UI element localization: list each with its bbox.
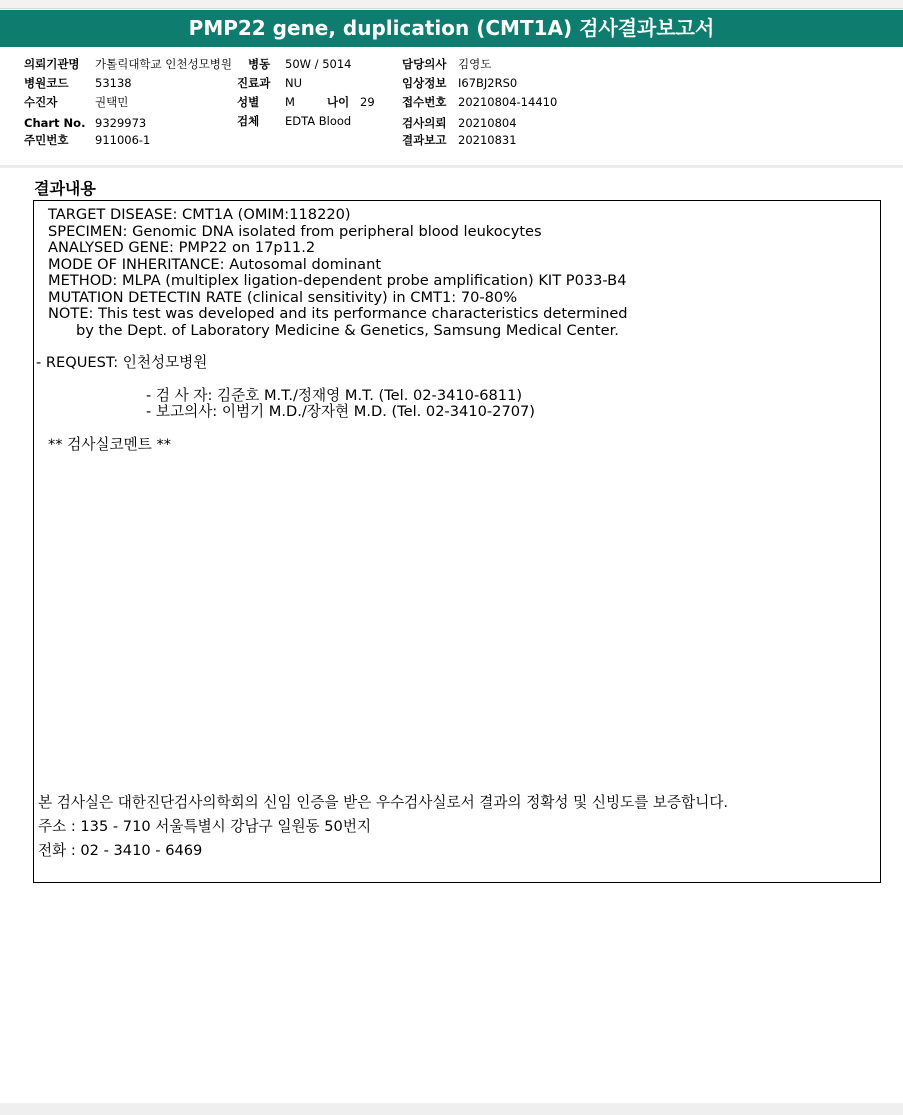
results-section-title: 결과내용 (34, 179, 96, 198)
sex-label: 성별 (237, 95, 260, 109)
ward-label: 병동 (248, 57, 271, 71)
ward-value: 50W / 5014 (285, 57, 352, 71)
result-line: METHOD: MLPA (multiplex ligation-dependent probe amplification) KIT P033-B4 (48, 272, 627, 289)
result-line: by the Dept. of Laboratory Medicine & Genetics, Samsung Medical Center. (76, 321, 619, 339)
institution-label: 의뢰기관명 (24, 57, 80, 71)
result-line: TARGET DISEASE: CMT1A (OMIM:118220) (48, 206, 351, 223)
examinee-label: 수진자 (24, 95, 58, 109)
doctor-value: 김영도 (458, 57, 492, 71)
resident-no-label: 주민번호 (24, 133, 69, 147)
receipt-no-value: 20210804-14410 (458, 95, 558, 109)
lab-comment-heading: ** 검사실코멘트 ** (48, 436, 172, 453)
specimen-value: EDTA Blood (285, 114, 352, 128)
chart-no-label: Chart No. (24, 116, 86, 130)
bottom-border (0, 1103, 903, 1115)
results-box (33, 200, 881, 883)
specimen-label: 검체 (237, 114, 260, 128)
request-date-label: 검사의뢰 (402, 116, 447, 130)
report-title: PMP22 gene, duplication (CMT1A) 검사결과보고서 (0, 10, 903, 47)
age-label: 나이 (327, 95, 350, 109)
phone-text: 전화 : 02 - 3410 - 6469 (38, 842, 203, 859)
patient-info-panel (0, 52, 903, 160)
hospital-code-label: 병원코드 (24, 76, 69, 90)
address-text: 주소 : 135 - 710 서울특별시 강남구 일원동 50번지 (38, 818, 372, 835)
certification-text: 본 검사실은 대한진단검사의학회의 신임 인증을 받은 우수검사실로서 결과의 정확성 및 신빙도를 보증합니다. (38, 794, 729, 811)
top-border (0, 0, 903, 9)
chart-no-value: 9329973 (95, 116, 147, 130)
clinical-info-value: I67BJ2RS0 (458, 76, 518, 90)
hospital-code-value: 53138 (95, 76, 132, 90)
request-line: - REQUEST: 인천성모병원 (36, 354, 208, 371)
clinical-info-label: 임상정보 (402, 76, 447, 90)
result-line: SPECIMEN: Genomic DNA isolated from peripheral blood leukocytes (48, 222, 542, 240)
sex-value: M (285, 95, 295, 109)
result-line: NOTE: This test was developed and its performance characteristics determined (48, 305, 628, 322)
request-date-value: 20210804 (458, 116, 517, 130)
doctor-label: 담당의사 (402, 57, 447, 71)
report-date-value: 20210831 (458, 133, 517, 147)
age-value: 29 (360, 95, 375, 109)
section-divider (0, 165, 903, 168)
resident-no-value: 911006-1 (95, 133, 151, 147)
reporter-line: - 보고의사: 이범기 M.D./장자현 M.D. (Tel. 02-3410-2707) (146, 403, 535, 420)
department-value: NU (285, 76, 303, 90)
result-line: MUTATION DETECTIN RATE (clinical sensitivity) in CMT1: 70-80% (48, 288, 518, 306)
receipt-no-label: 접수번호 (402, 95, 447, 109)
examiner-line: - 검 사 자: 김준호 M.T./정재영 M.T. (Tel. 02-3410-6811) (146, 387, 523, 404)
report-date-label: 결과보고 (402, 133, 447, 147)
department-label: 진료과 (237, 76, 271, 90)
examinee-value: 권택민 (95, 95, 129, 109)
result-line: MODE OF INHERITANCE: Autosomal dominant (48, 255, 382, 273)
institution-value: 가톨릭대학교 인천성모병원 (95, 57, 232, 71)
result-line: ANALYSED GENE: PMP22 on 17p11.2 (48, 239, 316, 256)
